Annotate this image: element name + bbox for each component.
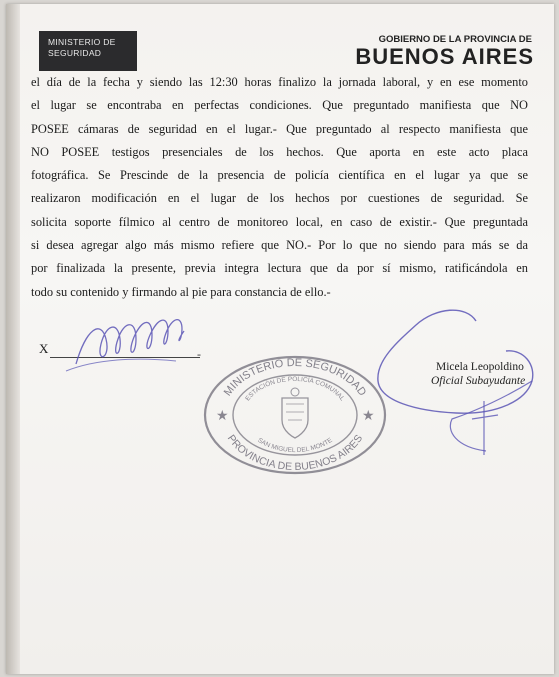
government-header-title: BUENOS AIRES xyxy=(355,44,534,69)
stamp-inner-top: ESTACIÓN DE POLICÍA COMUNAL xyxy=(244,375,346,403)
officer-name: Micela Leopoldino xyxy=(436,361,524,373)
document-body xyxy=(31,71,528,304)
signature-line-marker: X xyxy=(39,341,49,356)
body-line: el día de la fecha y siendo las 12:30 horas finalizo la jornada laboral, y en ese momento xyxy=(31,75,528,89)
stamp-outer-top: MINISTERIO DE SEGURIDAD xyxy=(221,356,369,399)
document-page xyxy=(6,4,554,674)
signature-line-end: - xyxy=(197,347,201,361)
ministry-line-2: SEGURIDAD xyxy=(48,48,102,58)
body-line: POSEE cámaras de seguridad en el lugar.- Que preguntado al respecto manifiesta que xyxy=(31,121,528,136)
stamp-star-left-icon: ★ xyxy=(216,409,229,424)
declarant-signature xyxy=(56,309,206,379)
ministry-line-1: MINISTERIO DE xyxy=(48,37,116,47)
stamp-inner-bottom: SAN MIGUEL DEL MONTE xyxy=(256,436,334,455)
body-line: realizaron modificación en el lugar de los hechos por cuestiones de seguridad. Se xyxy=(31,191,528,206)
stamp-star-right-icon: ★ xyxy=(362,409,375,424)
body-line: si desea agregar algo más mismo refiere que NO.- Por lo que no siendo para más se da xyxy=(31,238,528,253)
page-edge-shadow xyxy=(6,4,20,674)
body-line: todo su contenido y firmando al pie para constancia de ello.- xyxy=(31,284,331,299)
ministry-logo-badge xyxy=(39,31,137,71)
body-line: por finalizada la presente, previa integra lectura que da por sí mismo, ratificándola en xyxy=(31,261,528,276)
officer-role: Oficial Subayudante xyxy=(431,375,526,387)
body-line: NO POSEE testigos presenciales de los hechos. Que aporta en este acto placa xyxy=(31,144,528,159)
stamp-shield-icon xyxy=(282,388,308,438)
stamp-outer-bottom: PROVINCIA DE BUENOS AIRES xyxy=(224,432,366,474)
body-line: solicita soporte fílmico al centro de monitoreo local, en caso de existir.- Que preguntada xyxy=(31,214,528,229)
body-line: el lugar se encontraba en perfectas condiciones. Que preguntado manifiesta que NO xyxy=(31,98,528,113)
body-line: fotográfica. Se Prescinde de la presencia de policía científica en el lugar ya que se xyxy=(31,168,528,183)
government-header-small: GOBIERNO DE LA PROVINCIA DE xyxy=(378,34,532,45)
